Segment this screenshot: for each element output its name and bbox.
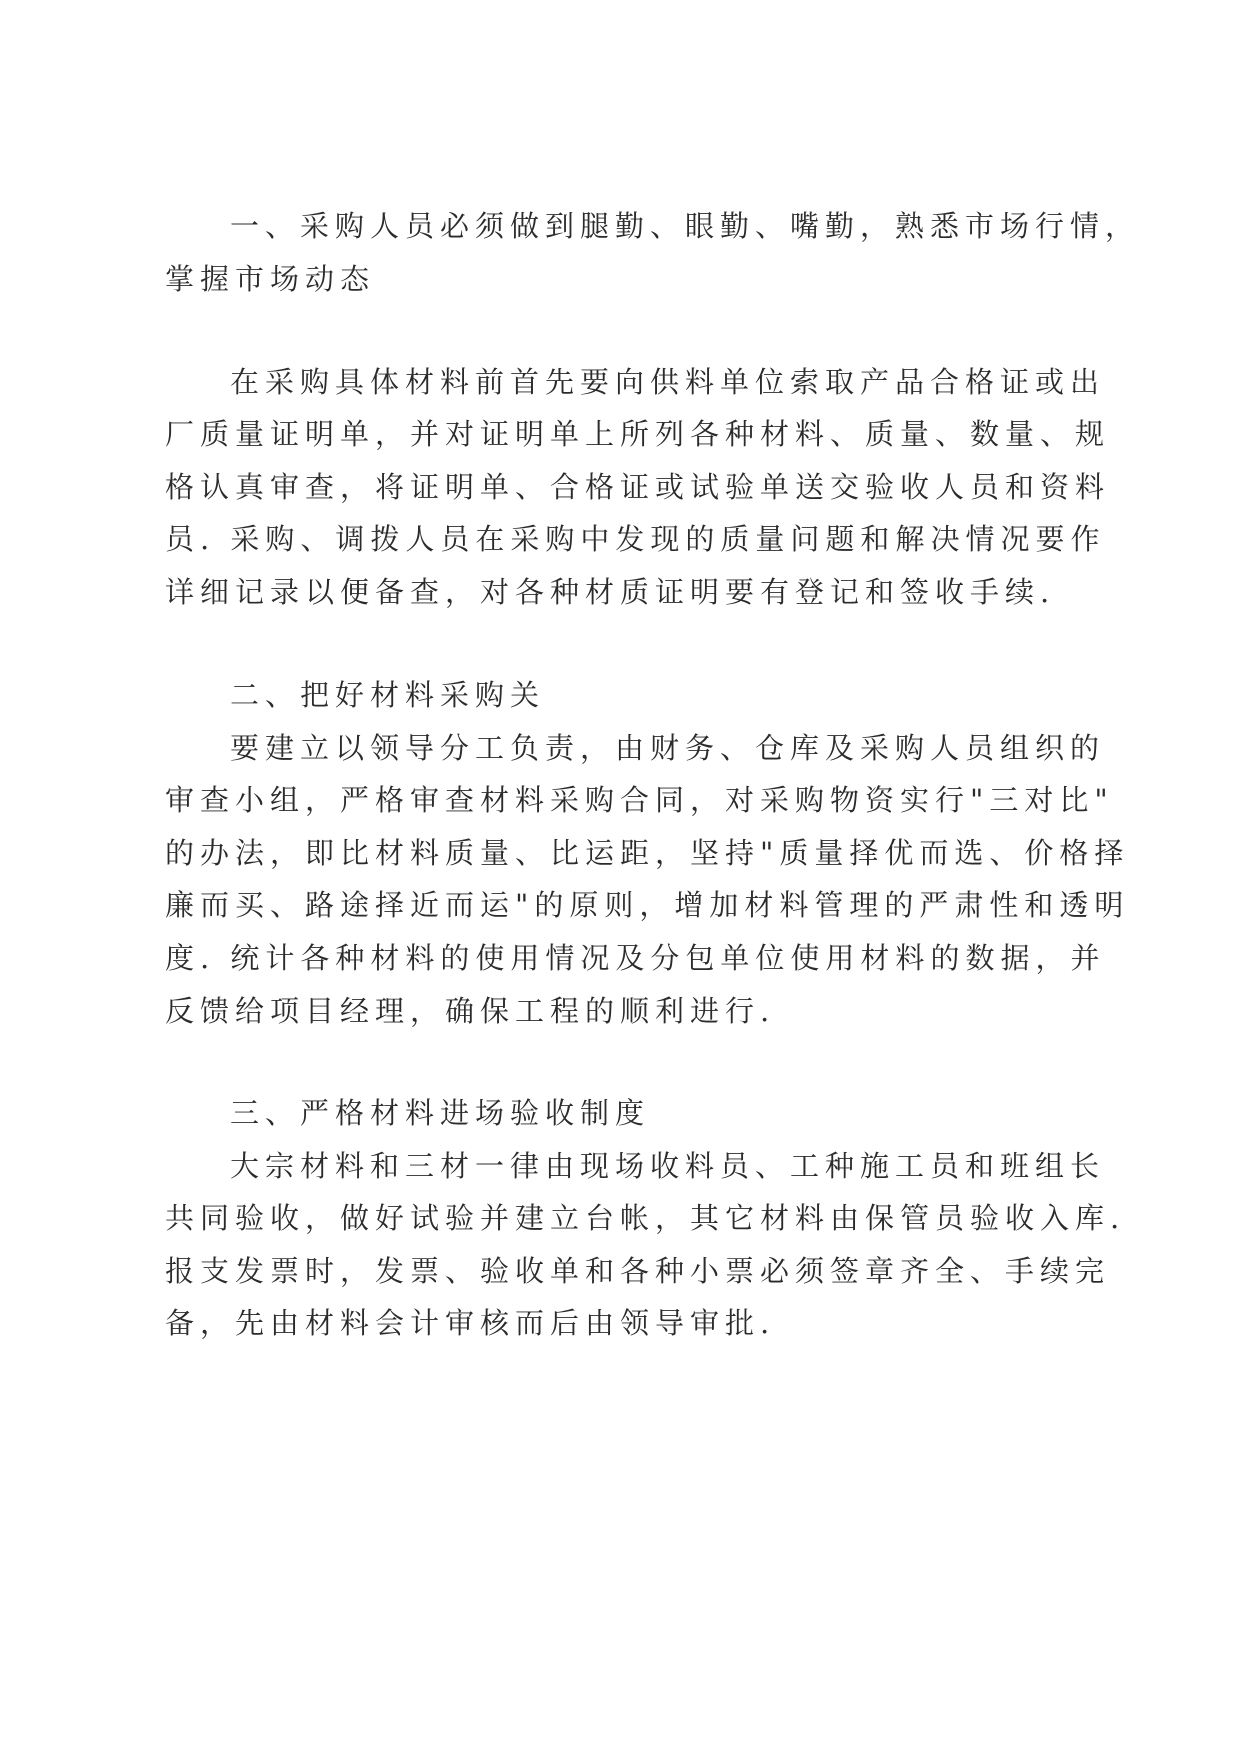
section2-paragraph-line: 度. 统计各种材料的使用情况及分包单位使用材料的数据，并 — [165, 941, 1106, 975]
section2-paragraph-line: 的办法，即比材料质量、比运距，坚持"质量择优而选、价格择 — [165, 836, 1130, 870]
section2-paragraph-line: 要建立以领导分工负责，由财务、仓库及采购人员组织的 — [230, 731, 1106, 765]
section1-heading-line2: 掌握市场动态 — [165, 262, 376, 296]
section3-paragraph-line: 大宗材料和三材一律由现场收料员、工种施工员和班组长 — [230, 1149, 1106, 1183]
section3-paragraph-line: 共同验收，做好试验并建立台帐，其它材料由保管员验收入库. — [165, 1201, 1126, 1235]
section1-paragraph-line: 厂质量证明单，并对证明单上所列各种材料、质量、数量、规 — [165, 417, 1111, 451]
section1-paragraph-line: 详细记录以便备查，对各种材质证明要有登记和签收手续. — [165, 575, 1056, 609]
section3-heading: 三、严格材料进场验收制度 — [230, 1096, 651, 1130]
section1-heading-line1: 一、采购人员必须做到腿勤、眼勤、嘴勤，熟悉市场行情， — [230, 209, 1141, 243]
section3-paragraph-line: 报支发票时，发票、验收单和各种小票必须签章齐全、手续完 — [165, 1254, 1111, 1288]
section2-paragraph-line: 廉而买、路途择近而运"的原则，增加材料管理的严肃性和透明 — [165, 888, 1130, 922]
section1-paragraph-line: 格认真审查，将证明单、合格证或试验单送交验收人员和资料 — [165, 470, 1111, 504]
section3-paragraph-line: 备，先由材料会计审核而后由领导审批. — [165, 1306, 776, 1340]
section1-paragraph-line: 员. 采购、调拨人员在采购中发现的质量问题和解决情况要作 — [165, 522, 1106, 556]
section1-paragraph-line: 在采购具体材料前首先要向供料单位索取产品合格证或出 — [230, 365, 1106, 399]
section2-paragraph-line: 审查小组，严格审查材料采购合同，对采购物资实行"三对比" — [165, 783, 1114, 817]
section2-heading: 二、把好材料采购关 — [230, 678, 546, 712]
section2-paragraph-line: 反馈给项目经理，确保工程的顺利进行. — [165, 994, 776, 1028]
